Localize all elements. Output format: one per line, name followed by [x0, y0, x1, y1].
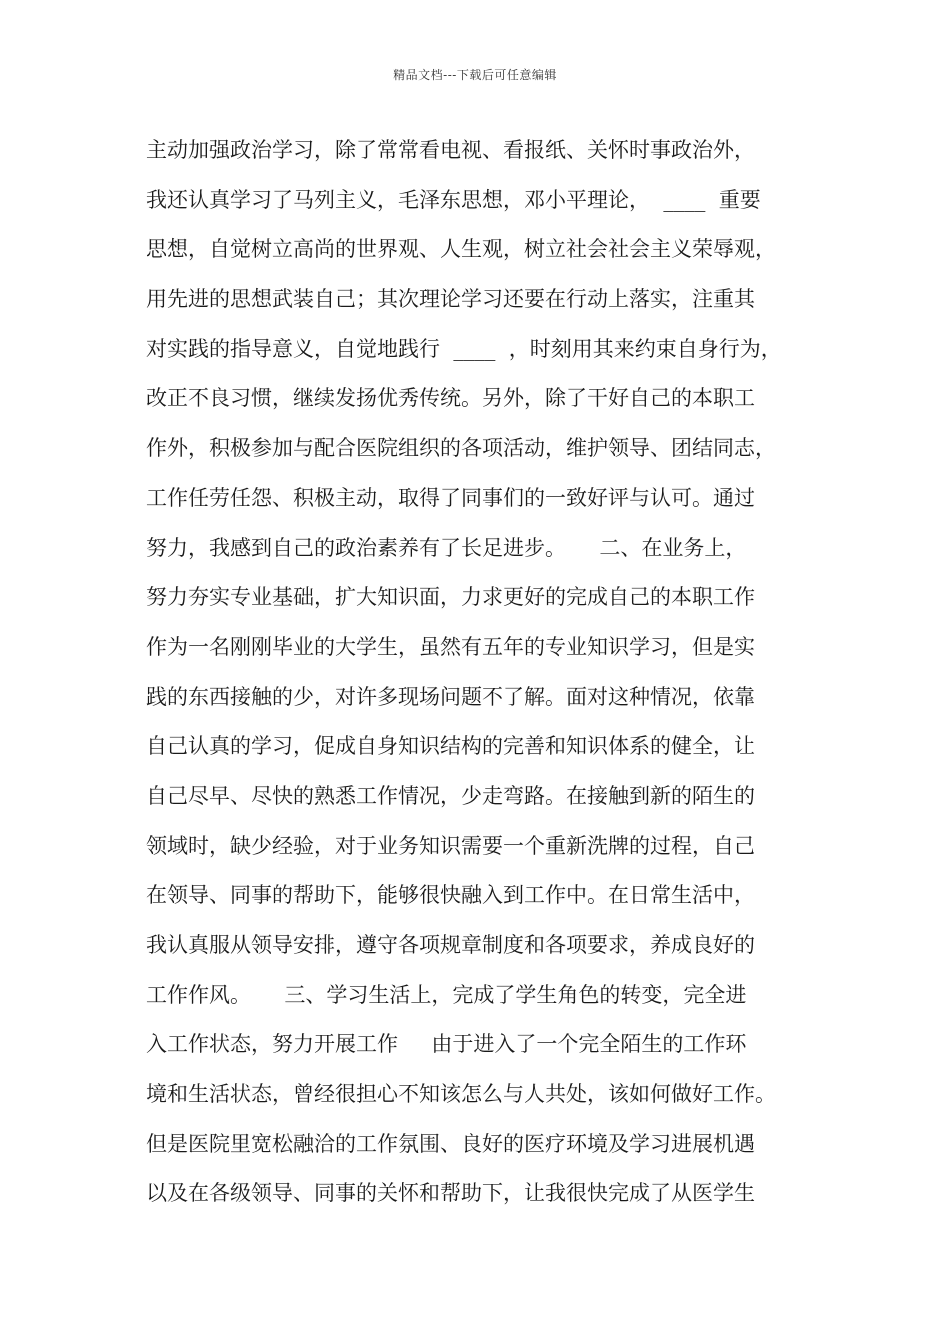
text-line: 境和生活状态，曾经很担心不知该怎么与人共处，该如何做好工作。 [146, 1082, 776, 1107]
text-line: 在领导、同事的帮助下，能够很快融入到工作中。在日常生活中， [146, 883, 755, 908]
text-line: 但是医院里宽松融洽的工作氛围、良好的医疗环境及学习进展机遇 [146, 1131, 755, 1156]
text-line: 领域时，缺少经验，对于业务知识需要一个重新洗牌的过程，自己 [146, 833, 755, 858]
text-line: 对实践的指导意义，自觉地践行 ____ ，时刻用其来约束自身行为， [146, 336, 782, 361]
text-line: 作为一名刚刚毕业的大学生，虽然有五年的专业知识学习，但是实 [146, 634, 755, 659]
text-line: 以及在各级领导、同事的关怀和帮助下，让我很快完成了从医学生 [146, 1181, 755, 1206]
text-line: 自己尽早、尽快的熟悉工作情况，少走弯路。在接触到新的陌生的 [146, 783, 755, 808]
text-line: 改正不良习惯，继续发扬优秀传统。另外，除了干好自己的本职工 [146, 386, 755, 411]
text-line: 主动加强政治学习，除了常常看电视、看报纸、关怀时事政治外， [146, 138, 755, 162]
text-line: 努力夯实专业基础，扩大知识面，力求更好的完成自己的本职工作 [146, 585, 755, 610]
document-body [146, 126, 836, 1219]
text-line: 践的东西接触的少，对许多现场问题不了解。面对这种情况，依靠 [146, 684, 755, 709]
text-line: 工作任劳任怨、积极主动，取得了同事们的一致好评与认可。通过 [146, 485, 755, 510]
text-line: 工作作风。 三、学习生活上，完成了学生角色的转变，完全进 [146, 982, 747, 1007]
text-line: 我还认真学习了马列主义，毛泽东思想，邓小平理论， ____ 重要 [146, 187, 761, 212]
text-line: 努力，我感到自己的政治素养有了长足进步。 二、在业务上， [146, 535, 747, 560]
text-line: 用先进的思想武装自己；其次理论学习还要在行动上落实，注重其 [146, 287, 755, 312]
page-header: 精品文档---下载后可任意编辑 [393, 68, 557, 82]
text-line: 作外，积极参加与配合医院组织的各项活动，维护领导、团结同志， [146, 436, 776, 461]
text-line: 自己认真的学习，促成自身知识结构的完善和知识体系的健全，让 [146, 734, 755, 759]
text-line: 思想，自觉树立高尚的世界观、人生观，树立社会社会主义荣辱观， [146, 237, 776, 262]
text-line: 我认真服从领导安排，遵守各项规章制度和各项要求，养成良好的 [146, 933, 755, 957]
text-line: 入工作状态，努力开展工作 由于进入了一个完全陌生的工作环 [146, 1032, 747, 1057]
